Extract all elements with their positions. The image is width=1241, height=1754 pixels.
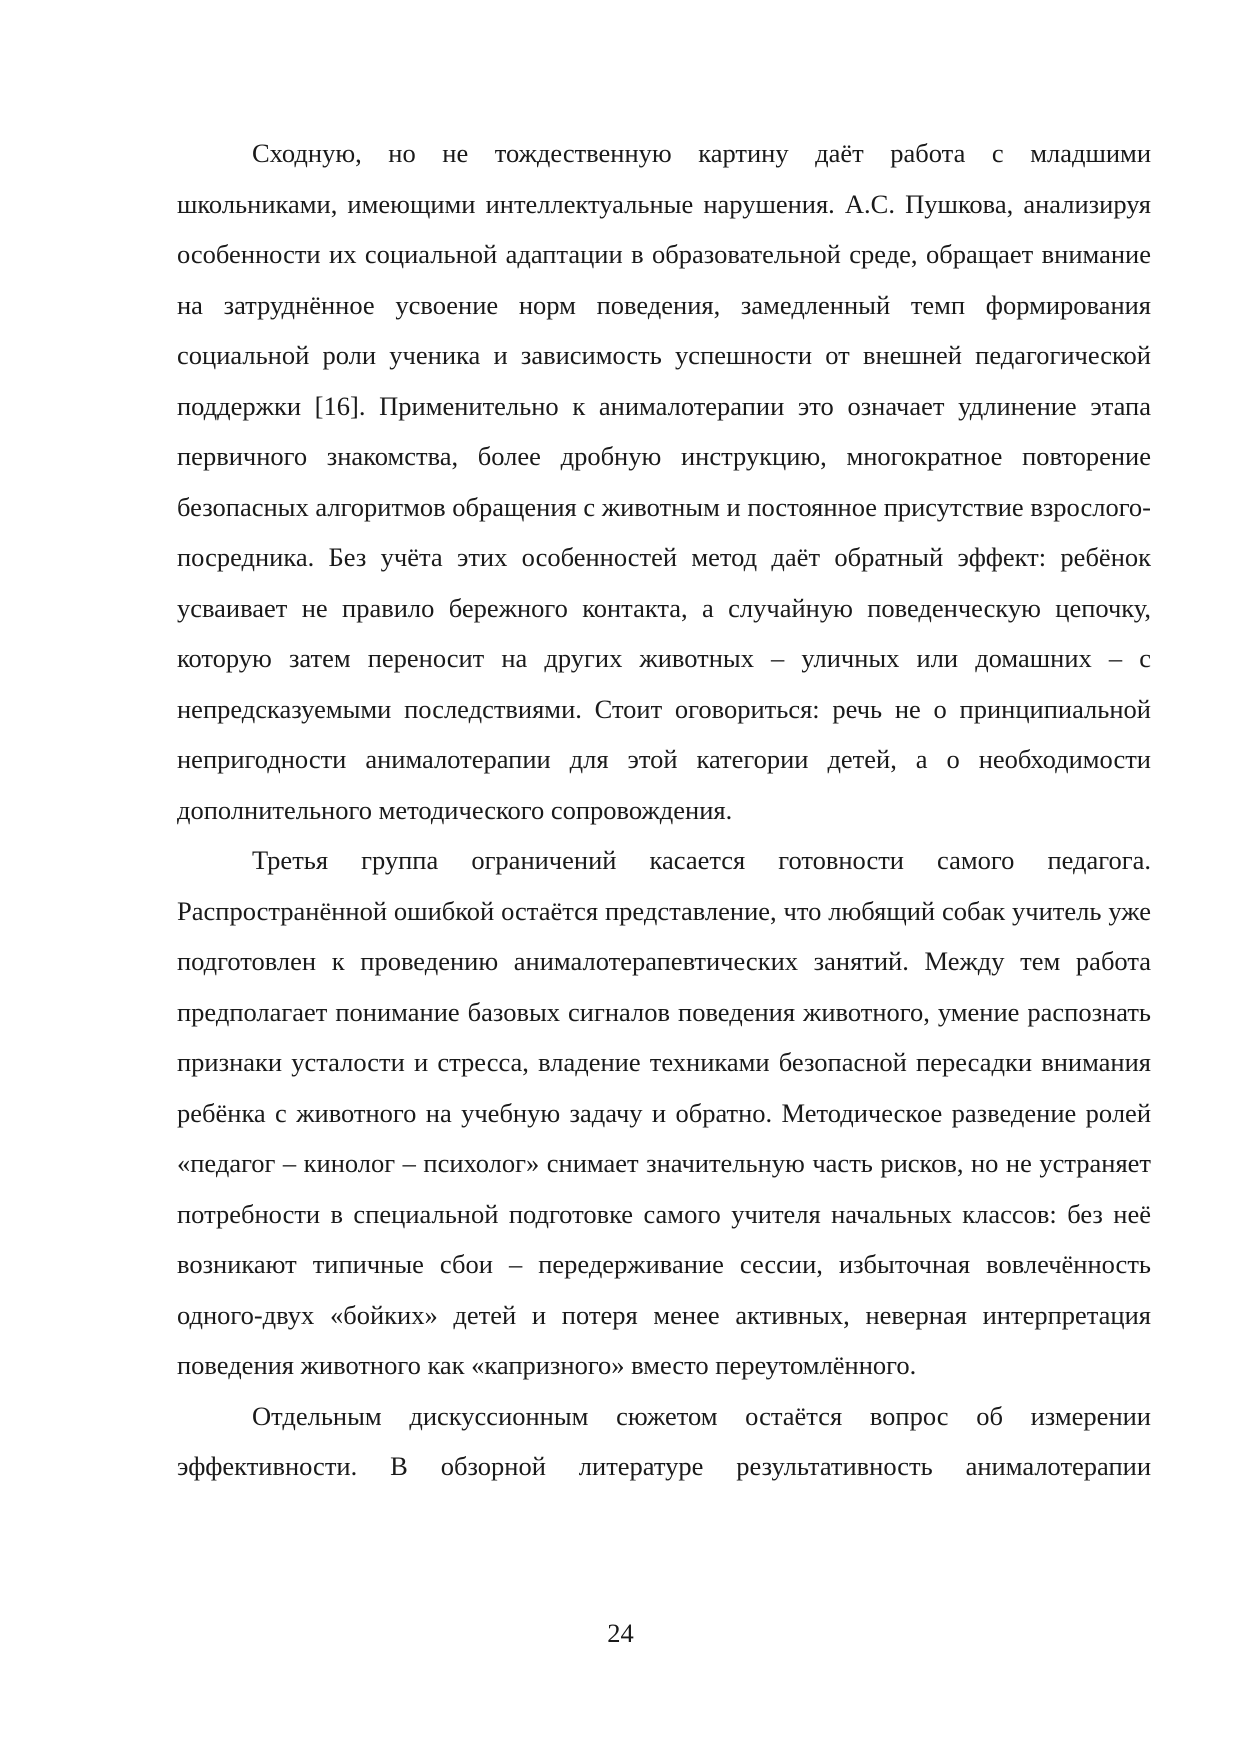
paragraph-2: Третья группа ограничений касается готовности самого педагога. Распространённой ошибкой остаётся представление, что любящий собак учитель уже подготовлен к проведению анималотерапевтических занятий. Между тем работа предполагает понимание базовых сигналов поведения животного, умение распознать признаки усталости и стресса, владение техниками безопасной пересадки внимания ребёнка с животного на учебную задачу и обратно. Методическое разведение ролей «педагог – кинолог – психолог» снимает значительную часть рисков, но не устраняет потребности в специальной подготовке самого учителя начальных классов: без неё возникают типичные сбои – передерживание сессии, избыточная вовлечённость одного-двух «бойких» детей и потеря менее активных, неверная интерпретация поведения животного как «капризного» вместо переутомлённого.: [177, 845, 1151, 1380]
body-text: [177, 128, 1151, 1492]
paragraph-1: Сходную, но не тождественную картину даёт работа с младшими школьниками, имеющими интеллектуальные нарушения. А.С. Пушкова, анализируя особенности их социальной адаптации в образовательной среде, обращает внимание на затруднённое усвоение норм поведения, замедленный темп формирования социальной роли ученика и зависимость успешности от внешней педагогической поддержки [16]. Применительно к анималотерапии это означает удлинение этапа первичного знакомства, более дробную инструкцию, многократное повторение безопасных алгоритмов обращения с животным и постоянное присутствие взрослого-посредника. Без учёта этих особенностей метод даёт обратный эффект: ребёнок усваивает не правило бережного контакта, а случайную поведенческую цепочку, которую затем переносит на других животных – уличных или домашних – с непредсказуемыми последствиями. Стоит оговориться: речь не о принципиальной непригодности анималотерапии для этой категории детей, а о необходимости дополнительного методического сопровождения.: [177, 138, 1151, 825]
paragraph-3: Отдельным дискуссионным сюжетом остаётся вопрос об измерении эффективности. В обзорной литературе результативность анималотерапии: [177, 1400, 1151, 1481]
page-number: 24: [607, 1618, 634, 1648]
